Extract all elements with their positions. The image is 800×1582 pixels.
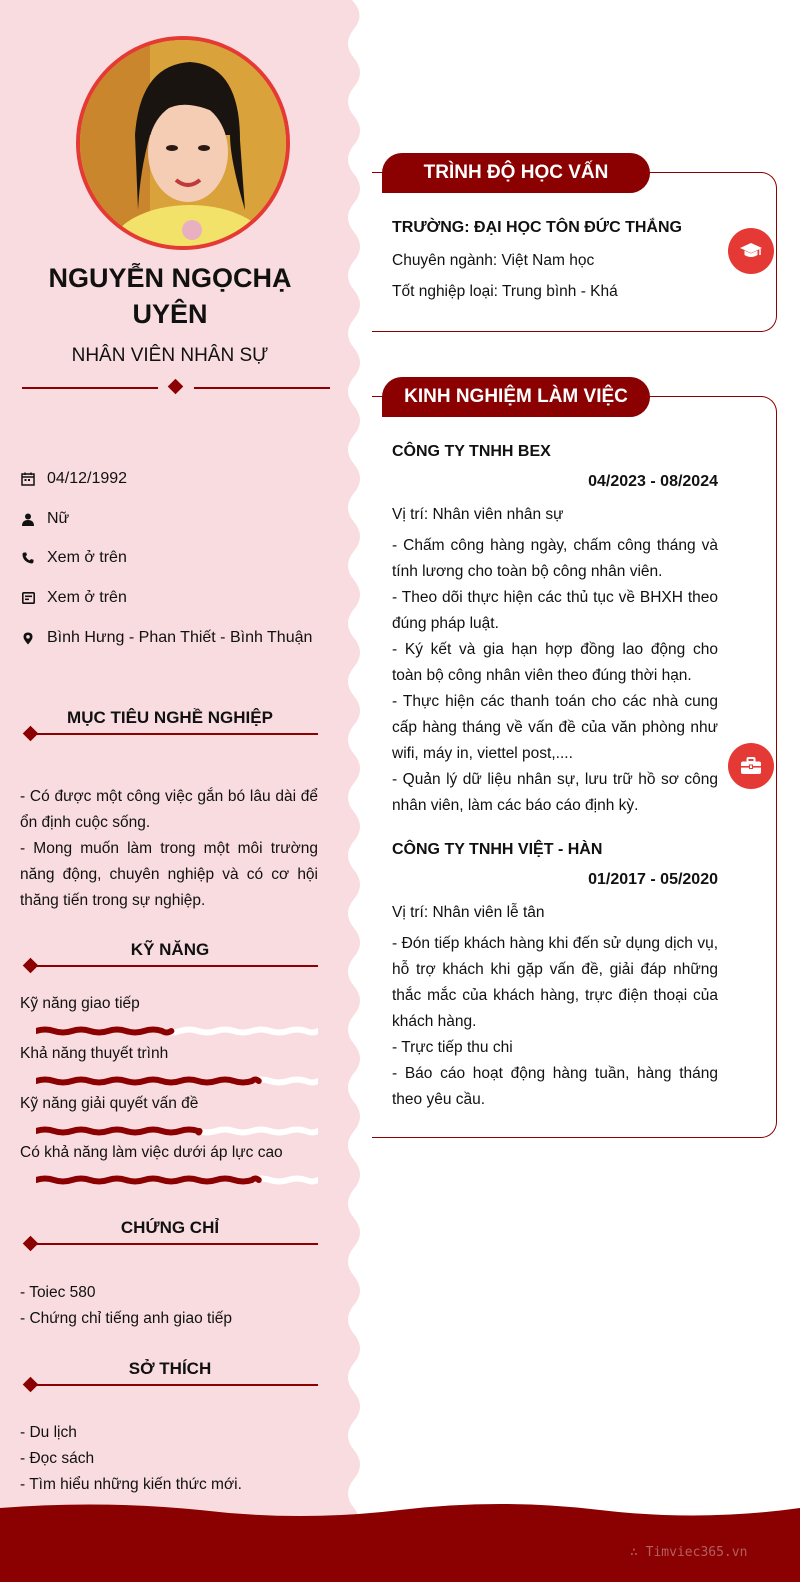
graduation-cap-icon [728,228,774,274]
skills-heading [22,940,318,966]
hobbies-heading [22,1359,318,1385]
calendar-icon [20,471,36,487]
skill-level-bar [36,1025,318,1037]
contact-address-text: Bình Hưng - Phan Thiết - Bình Thuận [47,629,313,646]
skill-label: Kỹ năng giải quyết vấn đề [20,1095,199,1112]
experience-heading: KINH NGHIỆM LÀM VIỆC [382,377,650,417]
objective-heading [22,708,318,734]
certificates-heading [22,1218,318,1244]
contact-gender-text: Nữ [47,510,70,527]
job-period: 01/2017 - 05/2020 [588,871,718,888]
avatar [76,36,290,250]
briefcase-icon [728,743,774,789]
contact-phone [20,547,127,569]
hobbies-title: SỞ THÍCH [128,1359,212,1378]
job-company: CÔNG TY TNHH VIỆT - HÀN [392,841,603,858]
skill-bar-fill [36,1179,259,1182]
job-description: - Đón tiếp khách hàng khi đến sử dụng dịch vụ, hỗ trợ khách khi gặp vấn đề, giải đáp những thắc mắc của khách hàng, trực điện thoại của khách hàng. - Trực tiếp thu chi - Báo cáo hoạt động hàng tuần, hàng tháng theo yêu cầu. [392,935,718,1108]
location-icon [20,630,36,646]
contact-birthday-text: 04/12/1992 [47,470,128,487]
contact-gender [20,508,69,530]
skill-label: Có khả năng làm việc dưới áp lực cao [20,1144,283,1161]
skill-level-bar [36,1075,318,1087]
skill-level-bar [36,1174,318,1186]
education-grade: Tốt nghiệp loại: Trung bình - Khá [392,283,618,300]
contact-birthday [20,468,127,490]
user-icon [20,511,36,527]
watermark: ∴ Timviec365.vn [630,1545,748,1560]
objective-title: MỤC TIÊU NGHỀ NGHIỆP [67,708,273,727]
footer-wave [0,1500,800,1582]
skills-title: KỸ NĂNG [130,940,210,959]
job-position: Vị trí: Nhân viên nhân sự [392,506,564,523]
hobbies-text: - Du lịch - Đọc sách - Tìm hiểu những kiến thức mới. [20,1424,242,1493]
name-divider [22,381,330,395]
certificates-text: - Toiec 580 - Chứng chỉ tiếng anh giao tiếp [20,1284,233,1327]
education-school: TRƯỜNG: ĐẠI HỌC TÔN ĐỨC THẮNG [392,219,682,236]
email-icon [20,590,36,606]
contact-phone-text: Xem ở trên [47,549,127,566]
education-heading: TRÌNH ĐỘ HỌC VẤN [382,153,650,193]
certificates-title: CHỨNG CHỈ [120,1218,220,1237]
job-period: 04/2023 - 08/2024 [588,473,718,490]
candidate-title: NHÂN VIÊN NHÂN SỰ [71,345,269,366]
skill-label: Khả năng thuyết trình [20,1045,169,1062]
objective-text: - Có được một công việc gắn bó lâu dài để ổn định cuộc sống. - Mong muốn làm trong một môi trường năng động, chuyên nghiệp và có cơ hội thăng tiến trong sự nghiệp. [20,788,318,909]
contact-email-text: Xem ở trên [47,589,127,606]
job-position: Vị trí: Nhân viên lễ tân [392,904,545,921]
contact-address [20,627,312,649]
job-description: - Chấm công hàng ngày, chấm công tháng và tính lương cho toàn bộ công nhân viên. - Theo dõi thực hiện các thủ tục về BHXH theo đúng pháp luật. - Ký kết và gia hạn hợp đồng lao động cho toàn bộ công nhân viên theo đúng thời hạn. - Thực hiện các thanh toán cho các nhà cung cấp hàng tháng về vấn đề của văn phòng như wifi, máy in, viettel post,.... - Quản lý dữ liệu nhân sự, lưu trữ hồ sơ công nhân viên, làm các báo cáo định kỳ. [392,537,718,814]
skill-level-bar [36,1125,318,1137]
job-company: CÔNG TY TNHH BEX [392,443,551,460]
contact-email [20,587,127,609]
skill-bar-fill [36,1080,259,1083]
education-major: Chuyên ngành: Việt Nam học [392,252,595,269]
skill-bar-fill [36,1030,171,1033]
phone-icon [20,550,36,566]
skill-bar-fill [36,1130,200,1133]
profile-photo [80,40,286,246]
candidate-name: NGUYỄN NGỌCHẠ UYÊN [48,263,292,329]
skill-label: Kỹ năng giao tiếp [20,995,140,1012]
